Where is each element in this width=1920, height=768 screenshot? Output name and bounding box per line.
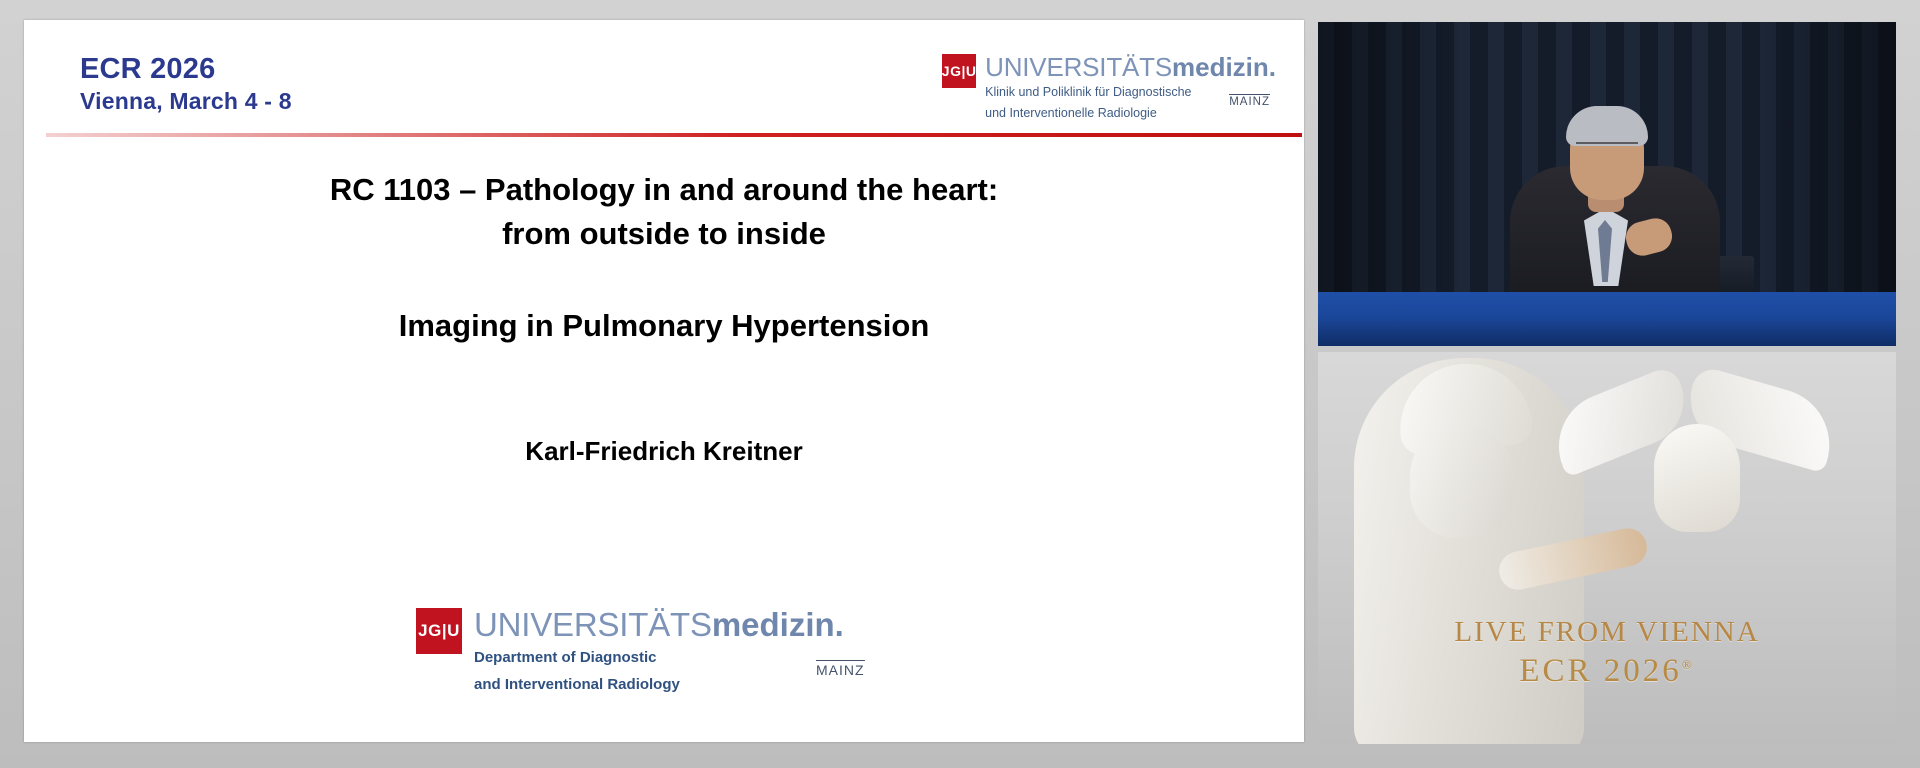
jgu-mark-footer-icon: JG|U (416, 608, 462, 654)
speaker-video-feed[interactable] (1318, 22, 1896, 346)
promo-line-2-text: ECR 2026 (1519, 653, 1682, 689)
statue-face (1410, 424, 1514, 538)
header-logo-city: MAINZ (1229, 96, 1270, 108)
speaker-hair (1566, 106, 1648, 146)
footer-logo-city: MAINZ (816, 662, 865, 678)
slide-title (24, 138, 1304, 256)
header-logo-text (985, 54, 1276, 121)
slide-subtitle: Imaging in Pulmonary Hypertension (398, 308, 930, 344)
footer-logo-title-bold: medizin. (711, 606, 844, 643)
event-promo-image[interactable] (1318, 352, 1896, 744)
header-logo-title-bold: medizin. (1171, 52, 1276, 82)
footer-logo-title (474, 608, 844, 641)
owl-body (1654, 424, 1740, 532)
slide-body (24, 138, 1304, 467)
presentation-slide[interactable] (24, 20, 1304, 742)
event-branding (80, 52, 292, 115)
footer-logo-subtitle-2: and Interventional Radiology (474, 675, 680, 693)
promo-line-2 (1318, 653, 1896, 690)
stage-front-panel (1318, 292, 1896, 346)
footer-logo-title-thin: UNIVERSITÄTS (474, 606, 712, 643)
header-divider (46, 133, 1302, 137)
header-logo-subtitle-2: und Interventionelle Radiologie (985, 105, 1157, 120)
footer-logo-subtitle-1: Department of Diagnostic (474, 649, 657, 666)
universitaetsmedizin-footer-logo (416, 606, 865, 695)
glasses-icon (1576, 142, 1638, 156)
event-name: ECR 2026 (80, 53, 216, 85)
speaker-figure (1488, 84, 1738, 316)
slide-header (24, 20, 1304, 138)
promo-caption (1318, 616, 1896, 690)
footer-logo-city-wrap (816, 660, 865, 680)
event-location-dates: Vienna, March 4 - 8 (80, 88, 292, 115)
promo-line-1: LIVE FROM VIENNA (1454, 616, 1760, 648)
owl-figure (1550, 362, 1840, 572)
jgu-mark-icon: JG|U (942, 54, 976, 88)
promo-trademark: ® (1681, 657, 1695, 672)
header-logo-title-thin: UNIVERSITÄTS (985, 52, 1172, 82)
universitaetsmedizin-header-logo (942, 54, 1276, 121)
header-logo-city-wrap (1229, 92, 1270, 110)
slide-title-line-1: RC 1103 – Pathology in and around the heart: (329, 172, 999, 207)
slide-title-line-2: from outside to inside (502, 216, 826, 252)
header-logo-title (985, 54, 1276, 80)
footer-logo-text (474, 608, 844, 695)
header-logo-subtitle-1: Klinik und Poliklinik für Diagnostische (985, 85, 1192, 99)
slide-author: Karl-Friedrich Kreitner (525, 436, 803, 467)
